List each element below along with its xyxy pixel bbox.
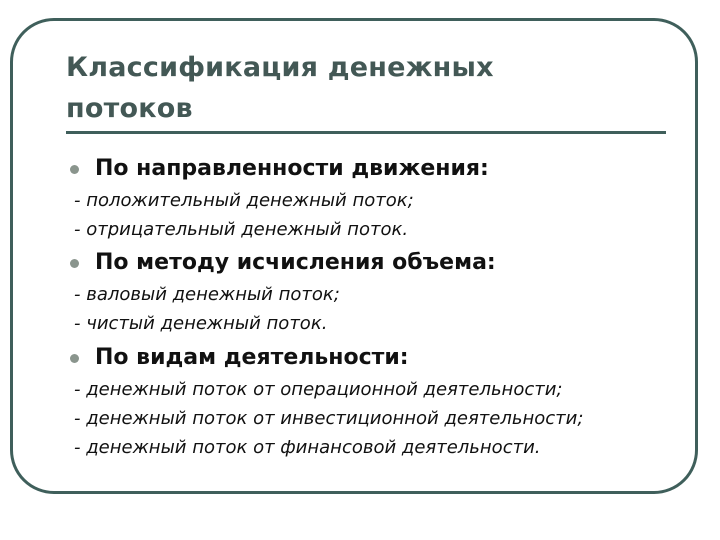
- list-item: - денежный поток от операционной деятельности;: [74, 379, 563, 400]
- slide-title: Классификация денежных потоков: [66, 52, 494, 124]
- bullet-icon: [70, 259, 79, 268]
- section-heading: По методу исчисления объема:: [95, 250, 496, 275]
- sub-list: [0, 186, 720, 244]
- list-item: - денежный поток от инвестиционной деятельности;: [74, 408, 584, 429]
- list-item: - положительный денежный поток;: [74, 190, 414, 211]
- sub-list: [0, 375, 720, 462]
- section-direction: [0, 152, 720, 244]
- section-activity-type: [0, 341, 720, 462]
- bullet-icon: [70, 165, 79, 174]
- bullet-row: [0, 246, 720, 280]
- title-divider: [66, 131, 666, 134]
- section-volume-method: [0, 246, 720, 338]
- list-item: - отрицательный денежный поток.: [74, 219, 409, 240]
- section-heading: По направленности движения:: [95, 156, 489, 181]
- list-item: - денежный поток от финансовой деятельности.: [74, 437, 541, 458]
- section-heading: По видам деятельности:: [95, 345, 409, 370]
- list-item: - чистый денежный поток.: [74, 313, 328, 334]
- sub-list: [0, 280, 720, 338]
- list-item: - валовый денежный поток;: [74, 284, 340, 305]
- bullet-row: [0, 152, 720, 186]
- bullet-icon: [70, 354, 79, 363]
- bullet-row: [0, 341, 720, 375]
